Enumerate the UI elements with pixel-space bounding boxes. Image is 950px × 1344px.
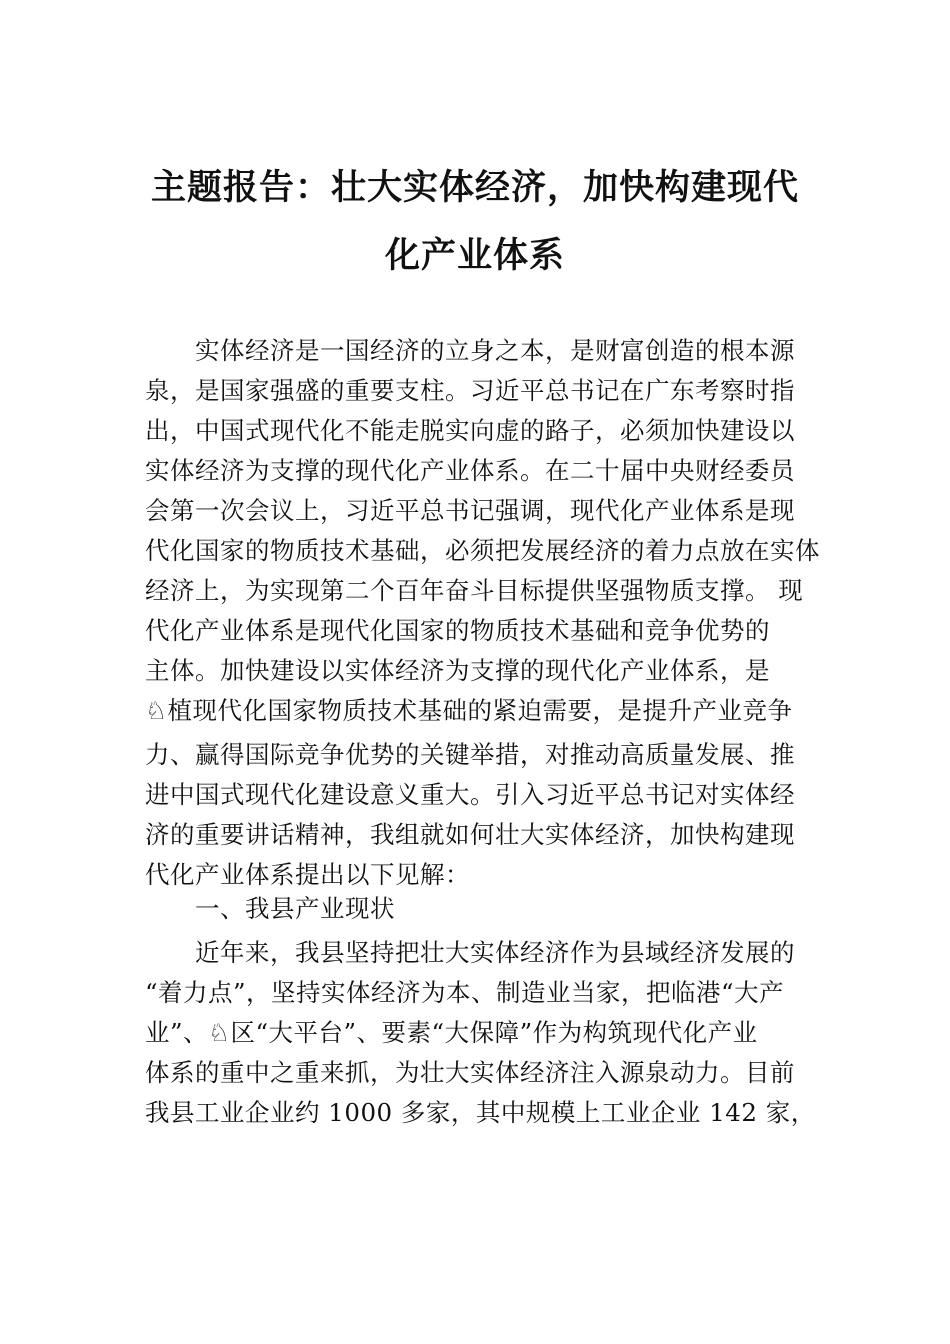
document-title-line-1: 主题报告：壮大实体经济，加快构建现代	[150, 168, 799, 208]
paragraph-1-line: 泉，是国家强盛的重要支柱。习近平总书记在广东考察时指	[145, 376, 795, 405]
paragraph-1-line: 代化产业体系提出以下见解：	[145, 860, 470, 889]
paragraph-1-line: 进中国式现代化建设意义重大。引入习近平总书记对实体经	[145, 780, 795, 809]
paragraph-2-line: 体系的重中之重来抓，为壮大实体经济注入源泉动力。目前	[145, 1058, 795, 1087]
paragraph-1-line: 实体经济是一国经济的立身之本，是财富创造的根本源	[195, 336, 795, 365]
paragraph-2-line: “着力点”，坚持实体经济为本、制造业当家，把临港“大产	[145, 978, 785, 1007]
paragraph-1	[145, 331, 825, 895]
paragraph-2-line: 近年来，我县坚持把壮大实体经济作为县域经济发展的	[195, 938, 795, 967]
paragraph-1-line: 代化产业体系是现代化国家的物质技术基础和竞争优势的	[145, 616, 770, 645]
paragraph-2	[145, 933, 825, 1133]
paragraph-1-line: 经济上，为实现第二个百年奋斗目标提供坚强物质支撑。 现	[145, 576, 804, 605]
paragraph-1-line: ♘植现代化国家物质技术基础的紧迫需要，是提升产业竞争	[145, 696, 793, 725]
paragraph-1-line: 济的重要讲话精神，我组就如何壮大实体经济，加快构建现	[145, 820, 795, 849]
paragraph-2-line: 业”、♘区“大平台”、要素“大保障”作为构筑现代化产业	[145, 1018, 758, 1047]
paragraph-1-line: 力、赢得国际竞争优势的关键举措，对推动高质量发展、推	[145, 740, 795, 769]
paragraph-1-line: 主体。加快建设以实体经济为支撑的现代化产业体系，是	[145, 656, 770, 685]
document-title-line-2: 化产业体系	[384, 236, 565, 276]
section-heading-1	[145, 889, 825, 929]
paragraph-1-line: 出，中国式现代化不能走脱实向虚的路子，必须加快建设以	[145, 416, 795, 445]
paragraph-1-line: 会第一次会议上，习近平总书记强调，现代化产业体系是现	[145, 496, 795, 525]
section-heading-text: 一、我县产业现状	[195, 894, 395, 923]
paragraph-2-line: 我县工业企业约 1000 多家，其中规模上工业企业 142 家，	[145, 1098, 816, 1127]
paragraph-1-line: 代化国家的物质技术基础，必须把发展经济的着力点放在实体	[145, 536, 820, 565]
paragraph-1-line: 实体经济为支撑的现代化产业体系。在二十届中央财经委员	[145, 456, 795, 485]
